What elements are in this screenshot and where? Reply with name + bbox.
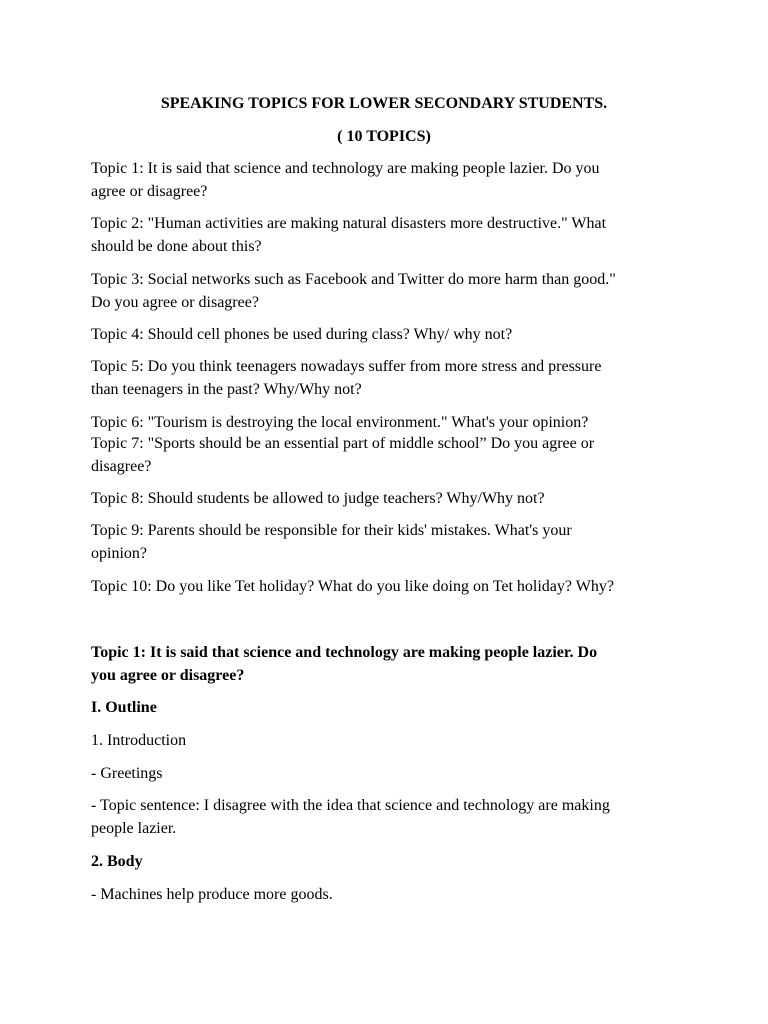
section-heading-line-1: Topic 1: It is said that science and technology are making people lazier. Do — [91, 644, 598, 661]
topic-7-line-1: Topic 7: "Sports should be an essential part of middle school” Do you agree or — [91, 435, 595, 452]
topic-2-line-2: should be done about this? — [91, 238, 262, 255]
topic-3-line-1: Topic 3: Social networks such as Facebook and Twitter do more harm than good." — [91, 271, 616, 288]
document-subtitle: ( 10 TOPICS) — [337, 128, 431, 145]
outline-heading: I. Outline — [91, 699, 157, 716]
topic-10-line-1: Topic 10: Do you like Tet holiday? What do you like doing on Tet holiday? Why? — [91, 578, 614, 595]
topic-1-line-1: Topic 1: It is said that science and technology are making people lazier. Do you — [91, 160, 600, 177]
section-heading-line-2: you agree or disagree? — [91, 667, 245, 684]
topic-sentence-line-2: people lazier. — [91, 820, 177, 837]
topic-5-line-2: than teenagers in the past? Why/Why not? — [91, 381, 362, 398]
document-title: SPEAKING TOPICS FOR LOWER SECONDARY STUDENTS. — [160, 95, 608, 112]
topic-8-line-1: Topic 8: Should students be allowed to judge teachers? Why/Why not? — [91, 490, 545, 507]
topic-1-line-2: agree or disagree? — [91, 183, 208, 200]
topic-4-line-1: Topic 4: Should cell phones be used during class? Why/ why not? — [91, 326, 513, 343]
topic-3-line-2: Do you agree or disagree? — [91, 294, 259, 311]
topic-9-line-1: Topic 9: Parents should be responsible for their kids' mistakes. What's your — [91, 522, 572, 539]
topic-9-line-2: opinion? — [91, 545, 147, 562]
introduction-label: 1. Introduction — [91, 732, 187, 749]
topic-7-line-2: disagree? — [91, 458, 152, 475]
topic-6-line-1: Topic 6: "Tourism is destroying the local environment." What's your opinion? — [91, 414, 589, 431]
greetings-item: - Greetings — [91, 765, 163, 782]
topic-2-line-1: Topic 2: "Human activities are making natural disasters more destructive." What — [91, 215, 607, 232]
topic-sentence-line-1: - Topic sentence: I disagree with the idea that science and technology are making — [91, 797, 610, 814]
topic-5-line-1: Topic 5: Do you think teenagers nowadays suffer from more stress and pressure — [91, 358, 602, 375]
machines-item: - Machines help produce more goods. — [91, 886, 333, 903]
body-heading: 2. Body — [91, 853, 143, 870]
